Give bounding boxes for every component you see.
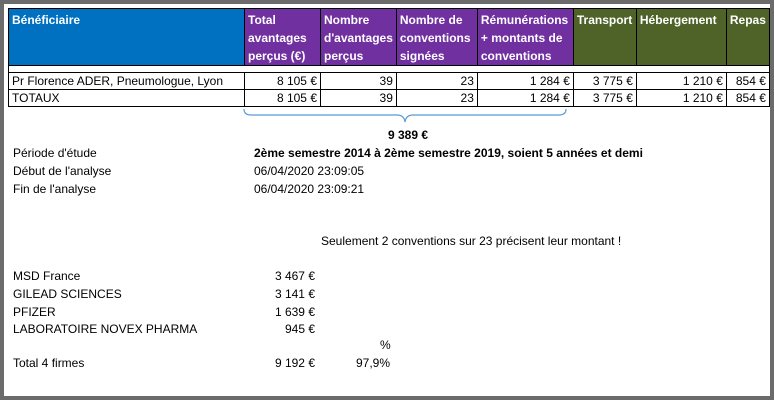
brace-shape [243, 108, 568, 124]
cell-totaux-total[interactable]: 8 105 € [245, 90, 321, 107]
firms-total-amount: 9 192 € [274, 356, 315, 370]
percent-header: % [380, 338, 391, 352]
cell-totaux-nombre[interactable]: 39 [321, 90, 397, 107]
conventions-note: Seulement 2 conventions sur 23 précisent leur montant ! [321, 234, 622, 248]
header-transport: Transport [573, 9, 636, 66]
gap-row [9, 66, 770, 73]
cell-conventions[interactable]: 23 [396, 73, 477, 90]
firms-total-percent: 97,9% [355, 356, 390, 370]
fin-label: Fin de l'analyse [13, 182, 97, 196]
cell-beneficiaire[interactable]: Pr Florence ADER, Pneumologue, Lyon [9, 73, 245, 90]
cell-totaux-label[interactable]: TOTAUX [9, 90, 245, 107]
cell-transport[interactable]: 3 775 € [573, 73, 636, 90]
debut-label: Début de l'analyse [13, 164, 112, 178]
firm-amount: 3 141 € [274, 287, 315, 301]
beneficiary-table [8, 8, 770, 107]
cell-nombre[interactable]: 39 [321, 73, 397, 90]
cell-totaux-hebergement[interactable]: 1 210 € [636, 90, 726, 107]
totals-row[interactable] [9, 90, 770, 107]
firm-name: LABORATOIRE NOVEX PHARMA [13, 322, 198, 336]
firm-amount: 945 € [284, 322, 315, 336]
cell-totaux-transport[interactable]: 3 775 € [573, 90, 636, 107]
cell-totaux-remunerations[interactable]: 1 284 € [477, 90, 573, 107]
firm-name: GILEAD SCIENCES [13, 287, 122, 301]
brace-total: 9 389 € [388, 128, 429, 142]
header-hebergement: Hébergement [636, 9, 726, 66]
header-repas: Repas [726, 9, 769, 66]
cell-hebergement[interactable]: 1 210 € [636, 73, 726, 90]
debut-value: 06/04/2020 23:09:05 [254, 164, 365, 178]
fin-value: 06/04/2020 23:09:21 [254, 182, 365, 196]
periode-value: 2ème semestre 2014 à 2ème semestre 2019, soient 5 années et demi [254, 146, 643, 160]
header-remunerations: Rémunérations + montants de conventions [477, 9, 573, 66]
cell-total[interactable]: 8 105 € [245, 73, 321, 90]
firms-total-label: Total 4 firmes [13, 356, 85, 370]
table-row[interactable] [9, 73, 770, 90]
cell-totaux-conventions[interactable]: 23 [396, 90, 477, 107]
header-nombre-avantages: Nombre d'avantages perçus [321, 9, 397, 66]
firm-name: PFIZER [13, 305, 56, 319]
periode-label: Période d'étude [13, 146, 97, 160]
firm-amount: 3 467 € [274, 269, 315, 283]
header-beneficiaire: Bénéficiaire [9, 9, 245, 66]
header-total-avantages: Total avantages perçus (€) [245, 9, 321, 66]
firm-amount: 1 639 € [274, 305, 315, 319]
cell-repas[interactable]: 854 € [726, 73, 769, 90]
cell-remunerations[interactable]: 1 284 € [477, 73, 573, 90]
header-nombre-conventions: Nombre de conventions signées [396, 9, 477, 66]
cell-totaux-repas[interactable]: 854 € [726, 90, 769, 107]
firm-name: MSD France [13, 269, 81, 283]
